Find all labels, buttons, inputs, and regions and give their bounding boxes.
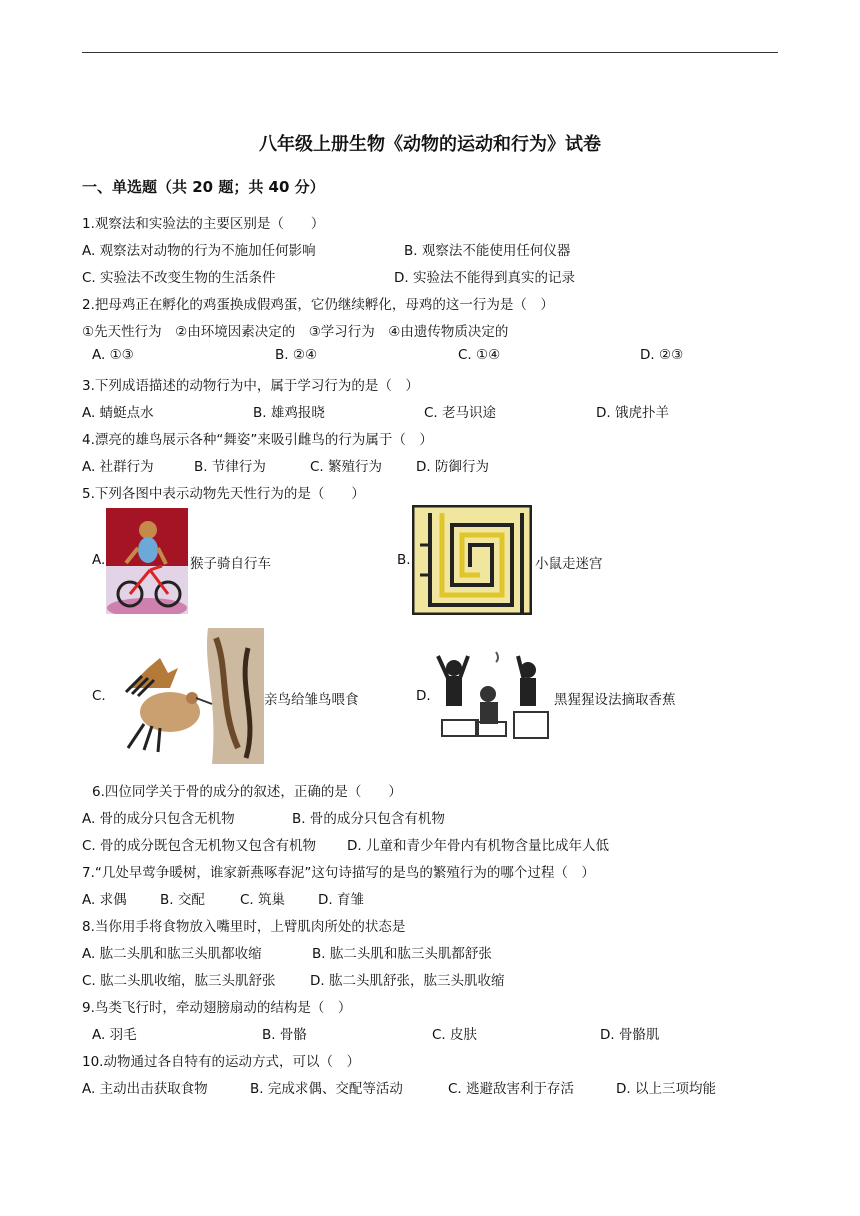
question-4-stem: 4.漂亮的雄鸟展示各种“舞姿”来吸引雌鸟的行为属于（ ） — [82, 432, 433, 448]
question-9-option-c[interactable]: C. 皮肤 — [432, 1027, 478, 1043]
question-1-option-d[interactable]: D. 实验法不能得到真实的记录 — [394, 270, 575, 286]
question-6-option-c[interactable]: C. 骨的成分既包含无机物又包含有机物 — [82, 838, 317, 854]
question-6-option-d[interactable]: D. 儿童和青少年骨内有机物含量比成年人低 — [347, 838, 609, 854]
question-3-option-c[interactable]: C. 老马识途 — [424, 405, 497, 421]
question-3-stem: 3.下列成语描述的动物行为中，属于学习行为的是（ ） — [82, 378, 419, 394]
section-heading: 一、单选题（共 20 题；共 40 分） — [82, 178, 325, 196]
question-1-stem: 1.观察法和实验法的主要区别是（ ） — [82, 216, 325, 232]
question-7-option-c[interactable]: C. 筑巢 — [240, 892, 286, 908]
question-2-option-a[interactable]: A. ①③ — [92, 347, 134, 363]
question-5-option-a-text[interactable]: 猴子骑自行车 — [190, 556, 271, 572]
question-10-option-c[interactable]: C. 逃避敌害利于存活 — [448, 1081, 575, 1097]
question-2-stem: 2.把母鸡正在孵化的鸡蛋换成假鸡蛋，它仍继续孵化，母鸡的这一行为是（ ） — [82, 297, 554, 313]
question-9-option-b[interactable]: B. 骨骼 — [262, 1027, 307, 1043]
question-3-option-a[interactable]: A. 蜻蜓点水 — [82, 405, 154, 421]
maze-image — [412, 505, 532, 615]
question-5-option-d-letter[interactable]: D. — [416, 688, 431, 704]
question-5-option-a-letter[interactable]: A. — [92, 552, 106, 568]
question-5-stem: 5.下列各图中表示动物先天性行为的是（ ） — [82, 486, 365, 502]
question-7-stem: 7.“几处早莺争暖树，谁家新燕啄春泥”这句诗描写的是鸟的繁殖行为的哪个过程（ ） — [82, 865, 595, 881]
question-1-option-b[interactable]: B. 观察法不能使用任何仪器 — [404, 243, 571, 259]
question-9-option-d[interactable]: D. 骨骼肌 — [600, 1027, 660, 1043]
question-7-option-b[interactable]: B. 交配 — [160, 892, 205, 908]
question-8-option-d[interactable]: D. 肱二头肌舒张，肱三头肌收缩 — [310, 973, 505, 989]
question-10-option-d[interactable]: D. 以上三项均能 — [616, 1081, 716, 1097]
question-4-option-d[interactable]: D. 防御行为 — [416, 459, 489, 475]
question-4-option-a[interactable]: A. 社群行为 — [82, 459, 154, 475]
page-title: 八年级上册生物《动物的运动和行为》试卷 — [259, 134, 601, 155]
question-4-option-c[interactable]: C. 繁殖行为 — [310, 459, 383, 475]
question-6-option-a[interactable]: A. 骨的成分只包含无机物 — [82, 811, 235, 827]
header-rule — [82, 52, 778, 53]
question-1-option-a[interactable]: A. 观察法对动物的行为不施加任何影响 — [82, 243, 316, 259]
question-7-option-d[interactable]: D. 育雏 — [318, 892, 364, 908]
question-5-option-c-text[interactable]: 亲鸟给雏鸟喂食 — [264, 692, 359, 708]
question-2-option-c[interactable]: C. ①④ — [458, 347, 501, 363]
question-5-option-b-letter[interactable]: B. — [397, 552, 411, 568]
question-9-option-a[interactable]: A. 羽毛 — [92, 1027, 137, 1043]
question-8-stem: 8.当你用手将食物放入嘴里时，上臂肌肉所处的状态是 — [82, 919, 406, 935]
question-6-stem: 6.四位同学关于骨的成分的叙述，正确的是（ ） — [92, 784, 402, 800]
bird-feeding-image — [108, 628, 264, 764]
chimpanzee-bananas-image — [432, 648, 554, 744]
question-2-option-b[interactable]: B. ②④ — [275, 347, 318, 363]
question-6-option-b[interactable]: B. 骨的成分只包含有机物 — [292, 811, 445, 827]
question-7-option-a[interactable]: A. 求偶 — [82, 892, 127, 908]
monkey-bicycle-image — [106, 508, 188, 614]
question-2-option-d[interactable]: D. ②③ — [640, 347, 684, 363]
question-5-option-b-text[interactable]: 小鼠走迷宫 — [535, 556, 603, 572]
question-5-option-d-text[interactable]: 黑猩猩设法摘取香蕉 — [554, 692, 676, 708]
question-8-option-b[interactable]: B. 肱二头肌和肱三头肌都舒张 — [312, 946, 492, 962]
question-1-option-c[interactable]: C. 实验法不改变生物的生活条件 — [82, 270, 276, 286]
question-8-option-a[interactable]: A. 肱二头肌和肱三头肌都收缩 — [82, 946, 262, 962]
question-2-items: ①先天性行为 ②由环境因素决定的 ③学习行为 ④由遗传物质决定的 — [82, 324, 509, 340]
question-10-option-a[interactable]: A. 主动出击获取食物 — [82, 1081, 208, 1097]
question-5-option-c-letter[interactable]: C. — [92, 688, 106, 704]
question-3-option-d[interactable]: D. 饿虎扑羊 — [596, 405, 669, 421]
question-8-option-c[interactable]: C. 肱二头肌收缩，肱三头肌舒张 — [82, 973, 276, 989]
question-3-option-b[interactable]: B. 雄鸡报晓 — [253, 405, 325, 421]
question-10-stem: 10.动物通过各自特有的运动方式，可以（ ） — [82, 1054, 360, 1070]
question-4-option-b[interactable]: B. 节律行为 — [194, 459, 266, 475]
question-9-stem: 9.鸟类飞行时，牵动翅膀扇动的结构是（ ） — [82, 1000, 352, 1016]
question-10-option-b[interactable]: B. 完成求偶、交配等活动 — [250, 1081, 403, 1097]
